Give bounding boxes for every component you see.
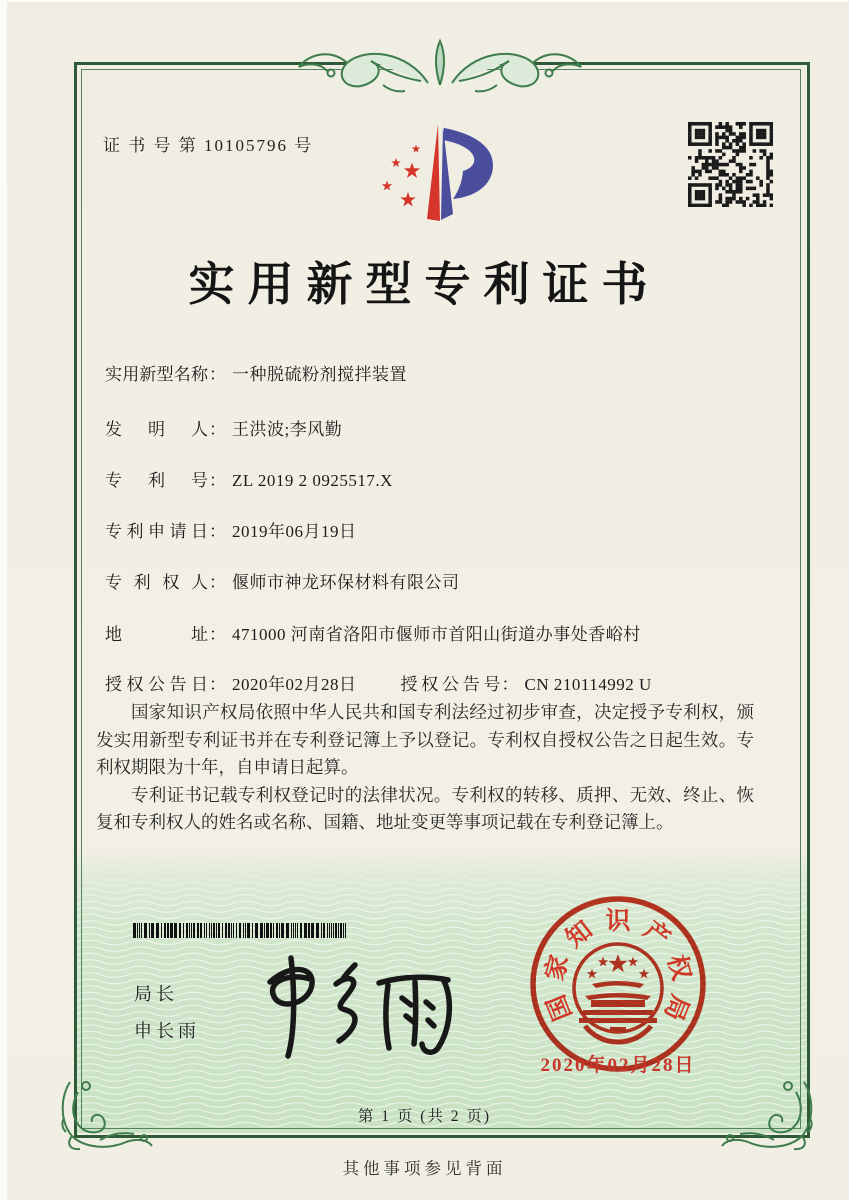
field-value: 471000 河南省洛阳市偃师市首阳山街道办事处香峪村 <box>232 625 641 644</box>
seal-char: 局 <box>658 990 694 1025</box>
field-label: 专利号 <box>105 471 208 490</box>
logo-red-wedge <box>427 124 440 221</box>
field-value: 一种脱硫粉剂搅拌装置 <box>232 365 407 384</box>
seal-date: 2020年02月28日 <box>540 1055 696 1076</box>
seal-char: 国 <box>542 990 578 1025</box>
field-colon: ： <box>209 522 226 541</box>
seal-ring-text <box>530 896 706 1072</box>
field-value: 2020年02月28日 <box>232 675 357 694</box>
field-label: 授权公告日 <box>105 675 208 694</box>
field-value: CN 210114992 U <box>524 675 652 694</box>
official-seal <box>530 896 706 1072</box>
qr-code <box>688 122 773 207</box>
field-colon: ： <box>209 471 226 490</box>
field-row <box>105 415 342 440</box>
field-value: 2019年06月19日 <box>232 522 357 541</box>
logo-stars <box>382 145 421 207</box>
corner-ornament-left <box>56 1078 156 1152</box>
seal-char: 权 <box>662 952 695 984</box>
corner-ornament-right <box>718 1078 818 1152</box>
field-row <box>105 620 641 645</box>
field-value: 偃师市神龙环保材料有限公司 <box>232 573 460 592</box>
cnipa-logo <box>340 110 540 250</box>
page-title: 实用新型专利证书 <box>188 259 661 310</box>
seal-char: 知 <box>561 916 598 954</box>
certificate-number: 证 书 号 第 10105796 号 <box>103 136 314 155</box>
page-number: 第 1 页 (共 2 页) <box>357 1108 492 1125</box>
field-colon: ： <box>501 675 519 694</box>
field-value: 王洪波;李风勤 <box>232 420 343 439</box>
field-colon: ： <box>209 573 226 592</box>
field-row <box>105 568 460 593</box>
field-label: 专利申请日 <box>105 522 208 541</box>
field-value: ZL 2019 2 0925517.X <box>232 471 393 490</box>
signature-autograph <box>252 952 462 1062</box>
seal-char: 家 <box>541 952 574 984</box>
field-row <box>105 466 393 491</box>
signatory-title: 局长 <box>134 984 178 1004</box>
barcode <box>133 923 348 938</box>
seal-char: 产 <box>638 916 675 954</box>
field-colon: ： <box>209 420 226 439</box>
legal-paragraph-1: 国家知识产权局依照中华人民共和国专利法经过初步审查，决定授予专利权，颁发实用新型专利证书并在专利登记簿上予以登记。专利权自授权公告之日起生效。专利权期限为十年，自申请日起算。 <box>96 702 754 777</box>
logo-p-bowl <box>443 128 493 199</box>
field-colon: ： <box>209 365 226 384</box>
top-ornament <box>287 33 593 99</box>
field-colon: ： <box>209 675 226 694</box>
field-label: 发明人 <box>105 420 208 439</box>
field-colon: ： <box>209 625 226 644</box>
field-label: 授权公告号 <box>400 675 501 694</box>
field-label: 地址 <box>105 625 208 644</box>
signatory-name: 申长雨 <box>134 1021 200 1041</box>
field-row <box>105 670 652 695</box>
field-row <box>105 360 407 385</box>
legal-text <box>96 699 754 837</box>
field-label: 实用新型名称 <box>105 365 208 384</box>
legal-paragraph-2: 专利证书记载专利权登记时的法律状况。专利权的转移、质押、无效、终止、恢复和专利权人的姓名或名称、国籍、地址变更等事项记载在专利登记簿上。 <box>96 784 754 832</box>
back-side-note: 其他事项参见背面 <box>342 1159 507 1178</box>
field-row <box>105 517 357 542</box>
seal-char: 识 <box>605 908 631 935</box>
field-label: 专利权人 <box>105 573 208 592</box>
